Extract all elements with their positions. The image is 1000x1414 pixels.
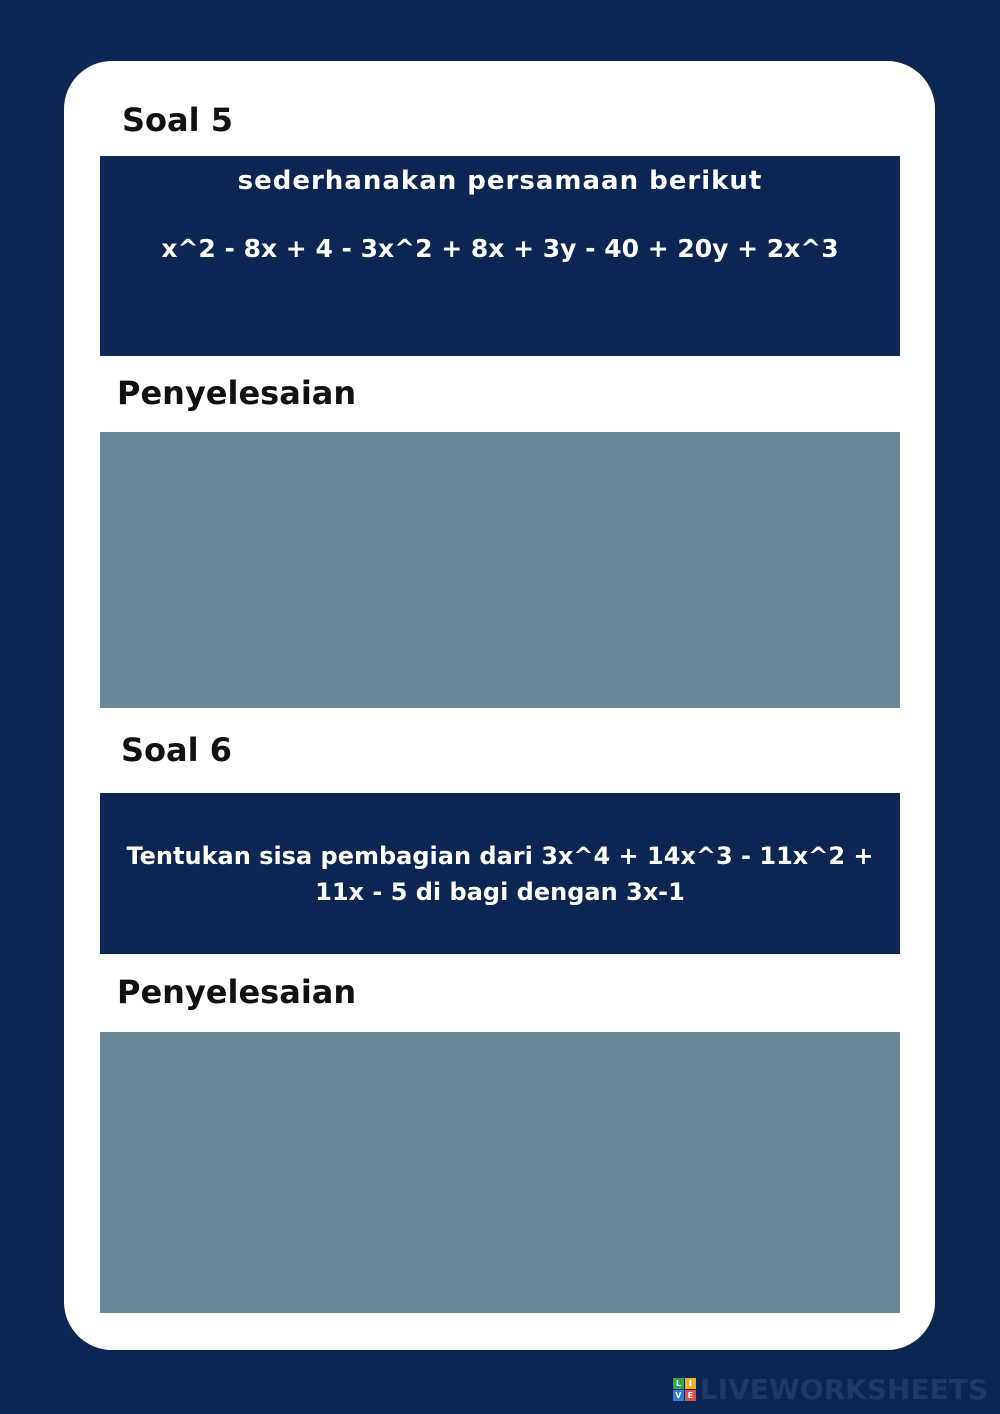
logo-letter-i: I [685, 1378, 696, 1389]
soal-6-question: Tentukan sisa pembagian dari 3x^4 + 14x^3 - 11x^2 + 11x - 5 di bagi dengan 3x-1 [126, 841, 874, 906]
soal-6-title: Soal 6 [121, 731, 232, 769]
soal-6-question-box [100, 793, 900, 954]
logo-letter-v: V [673, 1390, 684, 1401]
soal-5-instruction: sederhanakan persamaan berikut [237, 166, 763, 196]
liveworksheets-logo[interactable] [673, 1373, 988, 1406]
logo-icon [673, 1378, 696, 1401]
logo-letter-l: L [673, 1378, 684, 1389]
logo-letter-e: E [685, 1390, 696, 1401]
answer-box-1[interactable] [100, 432, 900, 708]
soal-5-expression: x^2 - 8x + 4 - 3x^2 + 8x + 3y - 40 + 20y + 2x^3 [161, 234, 839, 263]
brand-text: LIVEWORKSHEETS [699, 1373, 988, 1406]
soal-5-question-box [100, 156, 900, 356]
soal-5-title: Soal 5 [122, 101, 233, 139]
worksheet-card [64, 61, 935, 1350]
answer-box-2[interactable] [100, 1032, 900, 1313]
penyelesaian-2-label: Penyelesaian [117, 973, 357, 1011]
penyelesaian-1-label: Penyelesaian [117, 374, 357, 412]
